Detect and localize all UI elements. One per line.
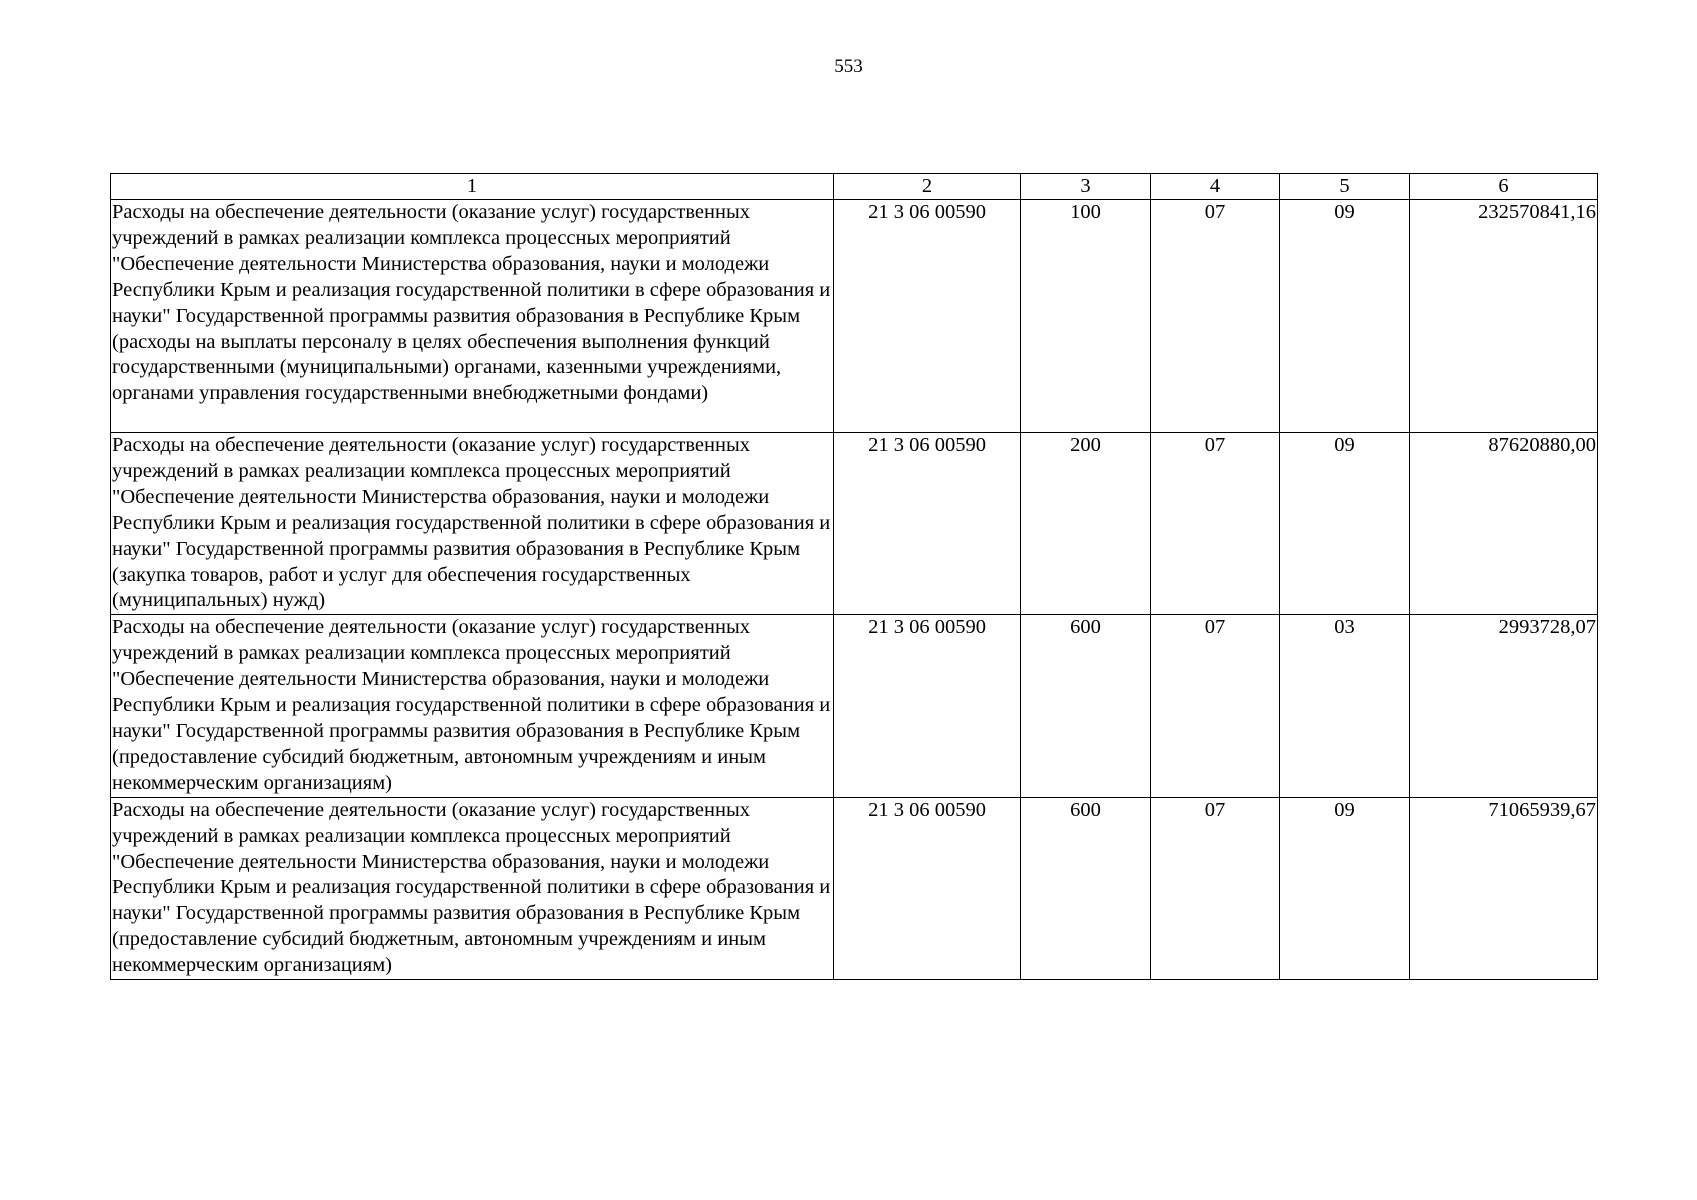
table-row (111, 615, 1598, 797)
table-row (111, 200, 1598, 433)
column-header-1: 1 (111, 174, 834, 200)
target-code: 21 3 06 00590 (834, 615, 1021, 797)
section-code: 07 (1151, 433, 1280, 615)
budget-table (110, 173, 1598, 980)
expense-type: 100 (1021, 200, 1151, 433)
expense-type: 600 (1021, 615, 1151, 797)
target-code: 21 3 06 00590 (834, 797, 1021, 979)
expense-type: 200 (1021, 433, 1151, 615)
column-header-5: 5 (1280, 174, 1410, 200)
amount: 2993728,07 (1410, 615, 1598, 797)
table-header-row (111, 174, 1598, 200)
subsection-code: 09 (1280, 797, 1410, 979)
subsection-code: 03 (1280, 615, 1410, 797)
page-number: 553 (834, 56, 863, 77)
expense-description: Расходы на обеспечение деятельности (оказание услуг) государственных учреждений в рамках реализации комплекса процессных мероприятий "Обеспечение деятельности Министерства образования, науки и молодежи Республики Крым и реализация государственной политики в сфере образования и науки" Государственной программы развития образования в Республике Крым (предоставление субсидий бюджетным, автономным учреждениям и иным некоммерческим организациям) (111, 615, 834, 797)
section-code: 07 (1151, 200, 1280, 433)
subsection-code: 09 (1280, 433, 1410, 615)
target-code: 21 3 06 00590 (834, 200, 1021, 433)
table-row (111, 797, 1598, 979)
column-header-4: 4 (1151, 174, 1280, 200)
table-row (111, 433, 1598, 615)
amount: 232570841,16 (1410, 200, 1598, 433)
amount: 87620880,00 (1410, 433, 1598, 615)
expense-type: 600 (1021, 797, 1151, 979)
column-header-3: 3 (1021, 174, 1151, 200)
column-header-2: 2 (834, 174, 1021, 200)
expense-description: Расходы на обеспечение деятельности (оказание услуг) государственных учреждений в рамках реализации комплекса процессных мероприятий "Обеспечение деятельности Министерства образования, науки и молодежи Республики Крым и реализация государственной политики в сфере образования и науки" Государственной программы развития образования в Республике Крым (предоставление субсидий бюджетным, автономным учреждениям и иным некоммерческим организациям) (111, 797, 834, 979)
subsection-code: 09 (1280, 200, 1410, 433)
expense-description: Расходы на обеспечение деятельности (оказание услуг) государственных учреждений в рамках реализации комплекса процессных мероприятий "Обеспечение деятельности Министерства образования, науки и молодежи Республики Крым и реализация государственной политики в сфере образования и науки" Государственной программы развития образования в Республике Крым (закупка товаров, работ и услуг для обеспечения государственных (муниципальных) нужд) (111, 433, 834, 615)
target-code: 21 3 06 00590 (834, 433, 1021, 615)
section-code: 07 (1151, 797, 1280, 979)
amount: 71065939,67 (1410, 797, 1598, 979)
expense-description: Расходы на обеспечение деятельности (оказание услуг) государственных учреждений в рамках реализации комплекса процессных мероприятий "Обеспечение деятельности Министерства образования, науки и молодежи Республики Крым и реализация государственной политики в сфере образования и науки" Государственной программы развития образования в Республике Крым (расходы на выплаты персоналу в целях обеспечения выполнения функций государственными (муниципальными) органами, казенными учреждениями, органами управления государственными внебюджетными фондами) (111, 200, 834, 433)
section-code: 07 (1151, 615, 1280, 797)
column-header-6: 6 (1410, 174, 1598, 200)
